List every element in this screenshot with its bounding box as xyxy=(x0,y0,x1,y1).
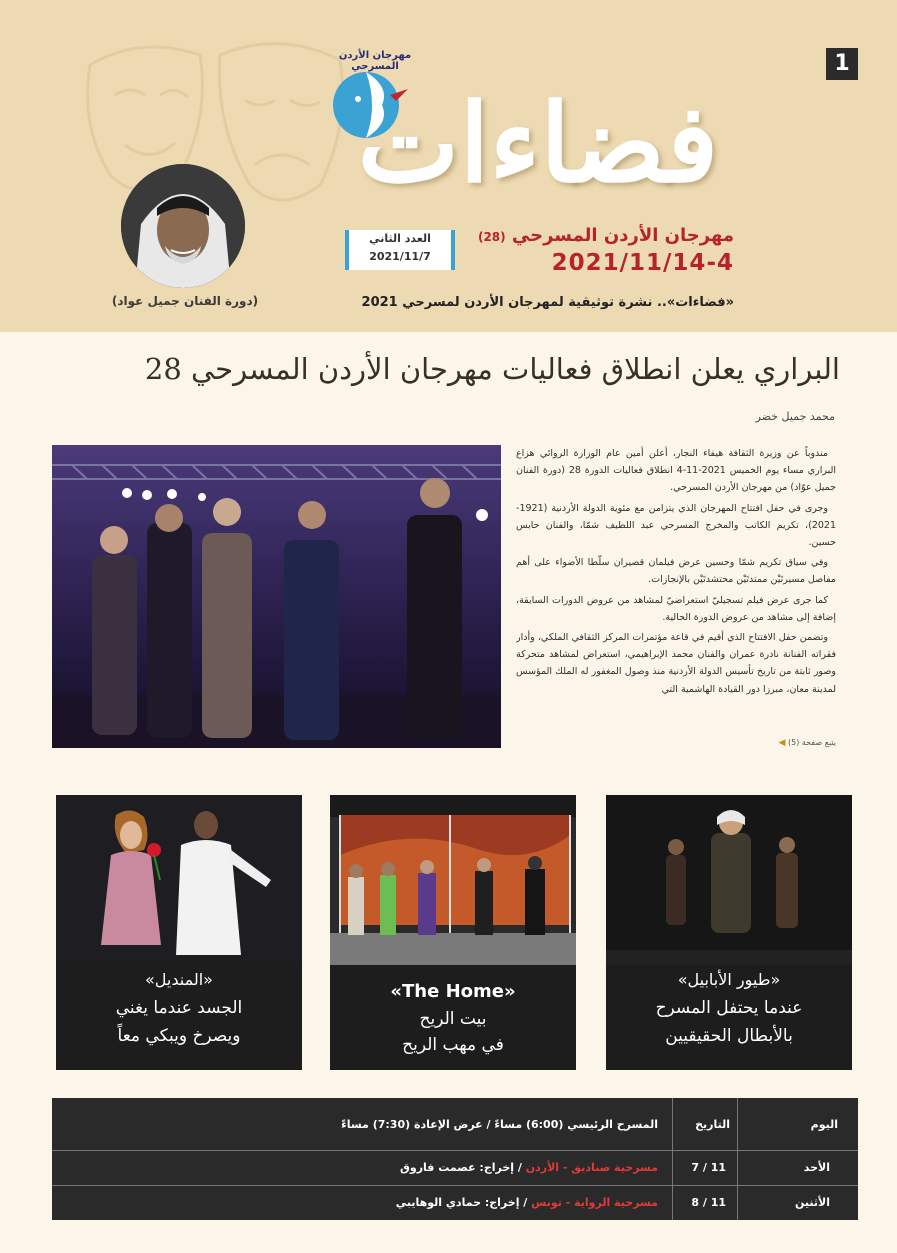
article-author: محمد جميل خضر xyxy=(755,410,835,423)
card-title: «طيور الأبابيل» xyxy=(677,970,781,989)
header-day: اليوم xyxy=(810,1118,838,1131)
play-card-al-mandil xyxy=(56,795,302,1070)
issue-label: العدد الثاني xyxy=(369,232,431,245)
article-paragraph: كما جرى عرض فيلم تسجيليّ استعراضيّ لمشاهد من عروض الدورات السابقة، إضافة إلى مشاهد من عروض الدورة الحالية. xyxy=(516,594,836,623)
table-header-row xyxy=(52,1108,858,1142)
opening-ceremony-photo xyxy=(52,445,501,748)
issue-info-box xyxy=(345,230,455,270)
table-row xyxy=(52,1186,858,1220)
issue-date: 2021/11/7 xyxy=(369,250,431,263)
festival-dates: 2021/11/14-4 xyxy=(551,250,734,276)
card-subtitle-1: بيت الريح xyxy=(419,1009,487,1029)
row-play: مسرحية الرواية - تونس xyxy=(531,1196,658,1209)
card-subtitle-2: ويصرخ ويبكي معاً xyxy=(117,1026,241,1046)
play-photo xyxy=(330,795,576,965)
festival-title xyxy=(460,225,734,251)
row-date: 11 / 8 xyxy=(691,1196,726,1209)
page-number: 1 xyxy=(826,48,858,80)
card-subtitle-2: بالأبطال الحقيقيين xyxy=(665,1026,793,1046)
schedule-table xyxy=(52,1098,858,1220)
play-photo xyxy=(56,795,302,965)
portrait-caption: (دورة الفنان جميل عواد) xyxy=(111,294,259,308)
play-card-the-home xyxy=(330,795,576,1070)
article-headline: البراري يعلن انطلاق فعاليات مهرجان الأردن المسرحي 28 xyxy=(144,352,840,386)
article-body xyxy=(516,445,836,730)
row-date: 11 / 7 xyxy=(691,1161,726,1174)
row-director: / إخراج: عصمت فاروق xyxy=(400,1161,526,1174)
continue-arrow-icon: ◀ xyxy=(778,738,786,748)
play-photo xyxy=(606,795,852,965)
article-paragraph: وجرى في حفل افتتاح المهرجان الذي يتزامن مع مئوية الدولة الأردنية (1921-2021)، تكريم الكاتب والمخرج المسرحي عبد اللطيف شمّا، والفنان حابس حسين. xyxy=(516,502,836,549)
logo-subtitle: مهرجان الأردن المسرحي xyxy=(338,50,412,72)
play-card-tuyur-al-ababil xyxy=(606,795,852,1070)
row-program xyxy=(98,1151,658,1185)
row-day: الأحد xyxy=(803,1161,830,1174)
card-title: «The Home» xyxy=(390,981,516,1002)
continue-text: يتبع صفحة (5) xyxy=(787,738,836,747)
article-paragraph: مندوباً عن وزيرة الثقافة هيفاء النجار، أعلن أمين عام الوزارة الروائي هزاع البراري مساء يوم الخميس 2021-11-4 انطلاق فعاليات الدورة 28 (دورة الفنان جميل عوّاد) من مهرجان الأردن المسرحي. xyxy=(516,448,836,494)
article-paragraph: وفي سياق تكريم شمّا وحسين عرض فيلمان قصيران سلّطا الأضواء على أهم مفاصل مسيرتَيْن ممتدتَيْن محتشدتَيْن بالإنجازات. xyxy=(516,557,836,586)
festival-number: (28) xyxy=(477,230,506,244)
card-title: «المنديل» xyxy=(145,970,213,989)
tagline: «فضاءات».. نشرة توثيقية لمهرجان الأردن لمسرحي 2021 xyxy=(361,295,734,310)
header-date: التاريخ xyxy=(695,1118,730,1131)
header-info: المسرح الرئيسي (6:00) مساءً / عرض الإعادة (7:30) مساءً xyxy=(341,1118,658,1131)
festival-title-text: مهرجان الأردن المسرحي xyxy=(511,225,734,246)
honoree-portrait xyxy=(121,164,245,288)
table-row xyxy=(52,1151,858,1185)
row-director: / إخراج: حمادي الوهايبي xyxy=(395,1196,532,1209)
masthead xyxy=(0,0,897,332)
card-subtitle-2: في مهب الريح xyxy=(402,1035,504,1055)
publication-logo: فضاءات xyxy=(357,81,719,207)
article-paragraph: وتضمن حفل الافتتاح الذي أقيم في قاعة مؤتمرات المركز الثقافي الملكي، وأدار فقراته الفنانة نادرة عمران والفنان محمد الإبراهيمي، استعراض لمشاهد متحركة وصور ثابتة من تاريخ تأسيس الدولة الأردنية منذ وصول المغفور له الملك المؤسس لمدينة معان، مبرزا دور القيادة الهاشمية التي xyxy=(516,632,836,695)
row-program xyxy=(98,1186,658,1220)
card-subtitle-1: الجسد عندما يغني xyxy=(115,998,243,1018)
row-day: الأثنين xyxy=(795,1196,830,1209)
card-subtitle-1: عندما يحتفل المسرح xyxy=(655,998,803,1018)
continue-note xyxy=(516,738,836,752)
row-play: مسرحية صناديق - الأردن xyxy=(525,1161,658,1174)
